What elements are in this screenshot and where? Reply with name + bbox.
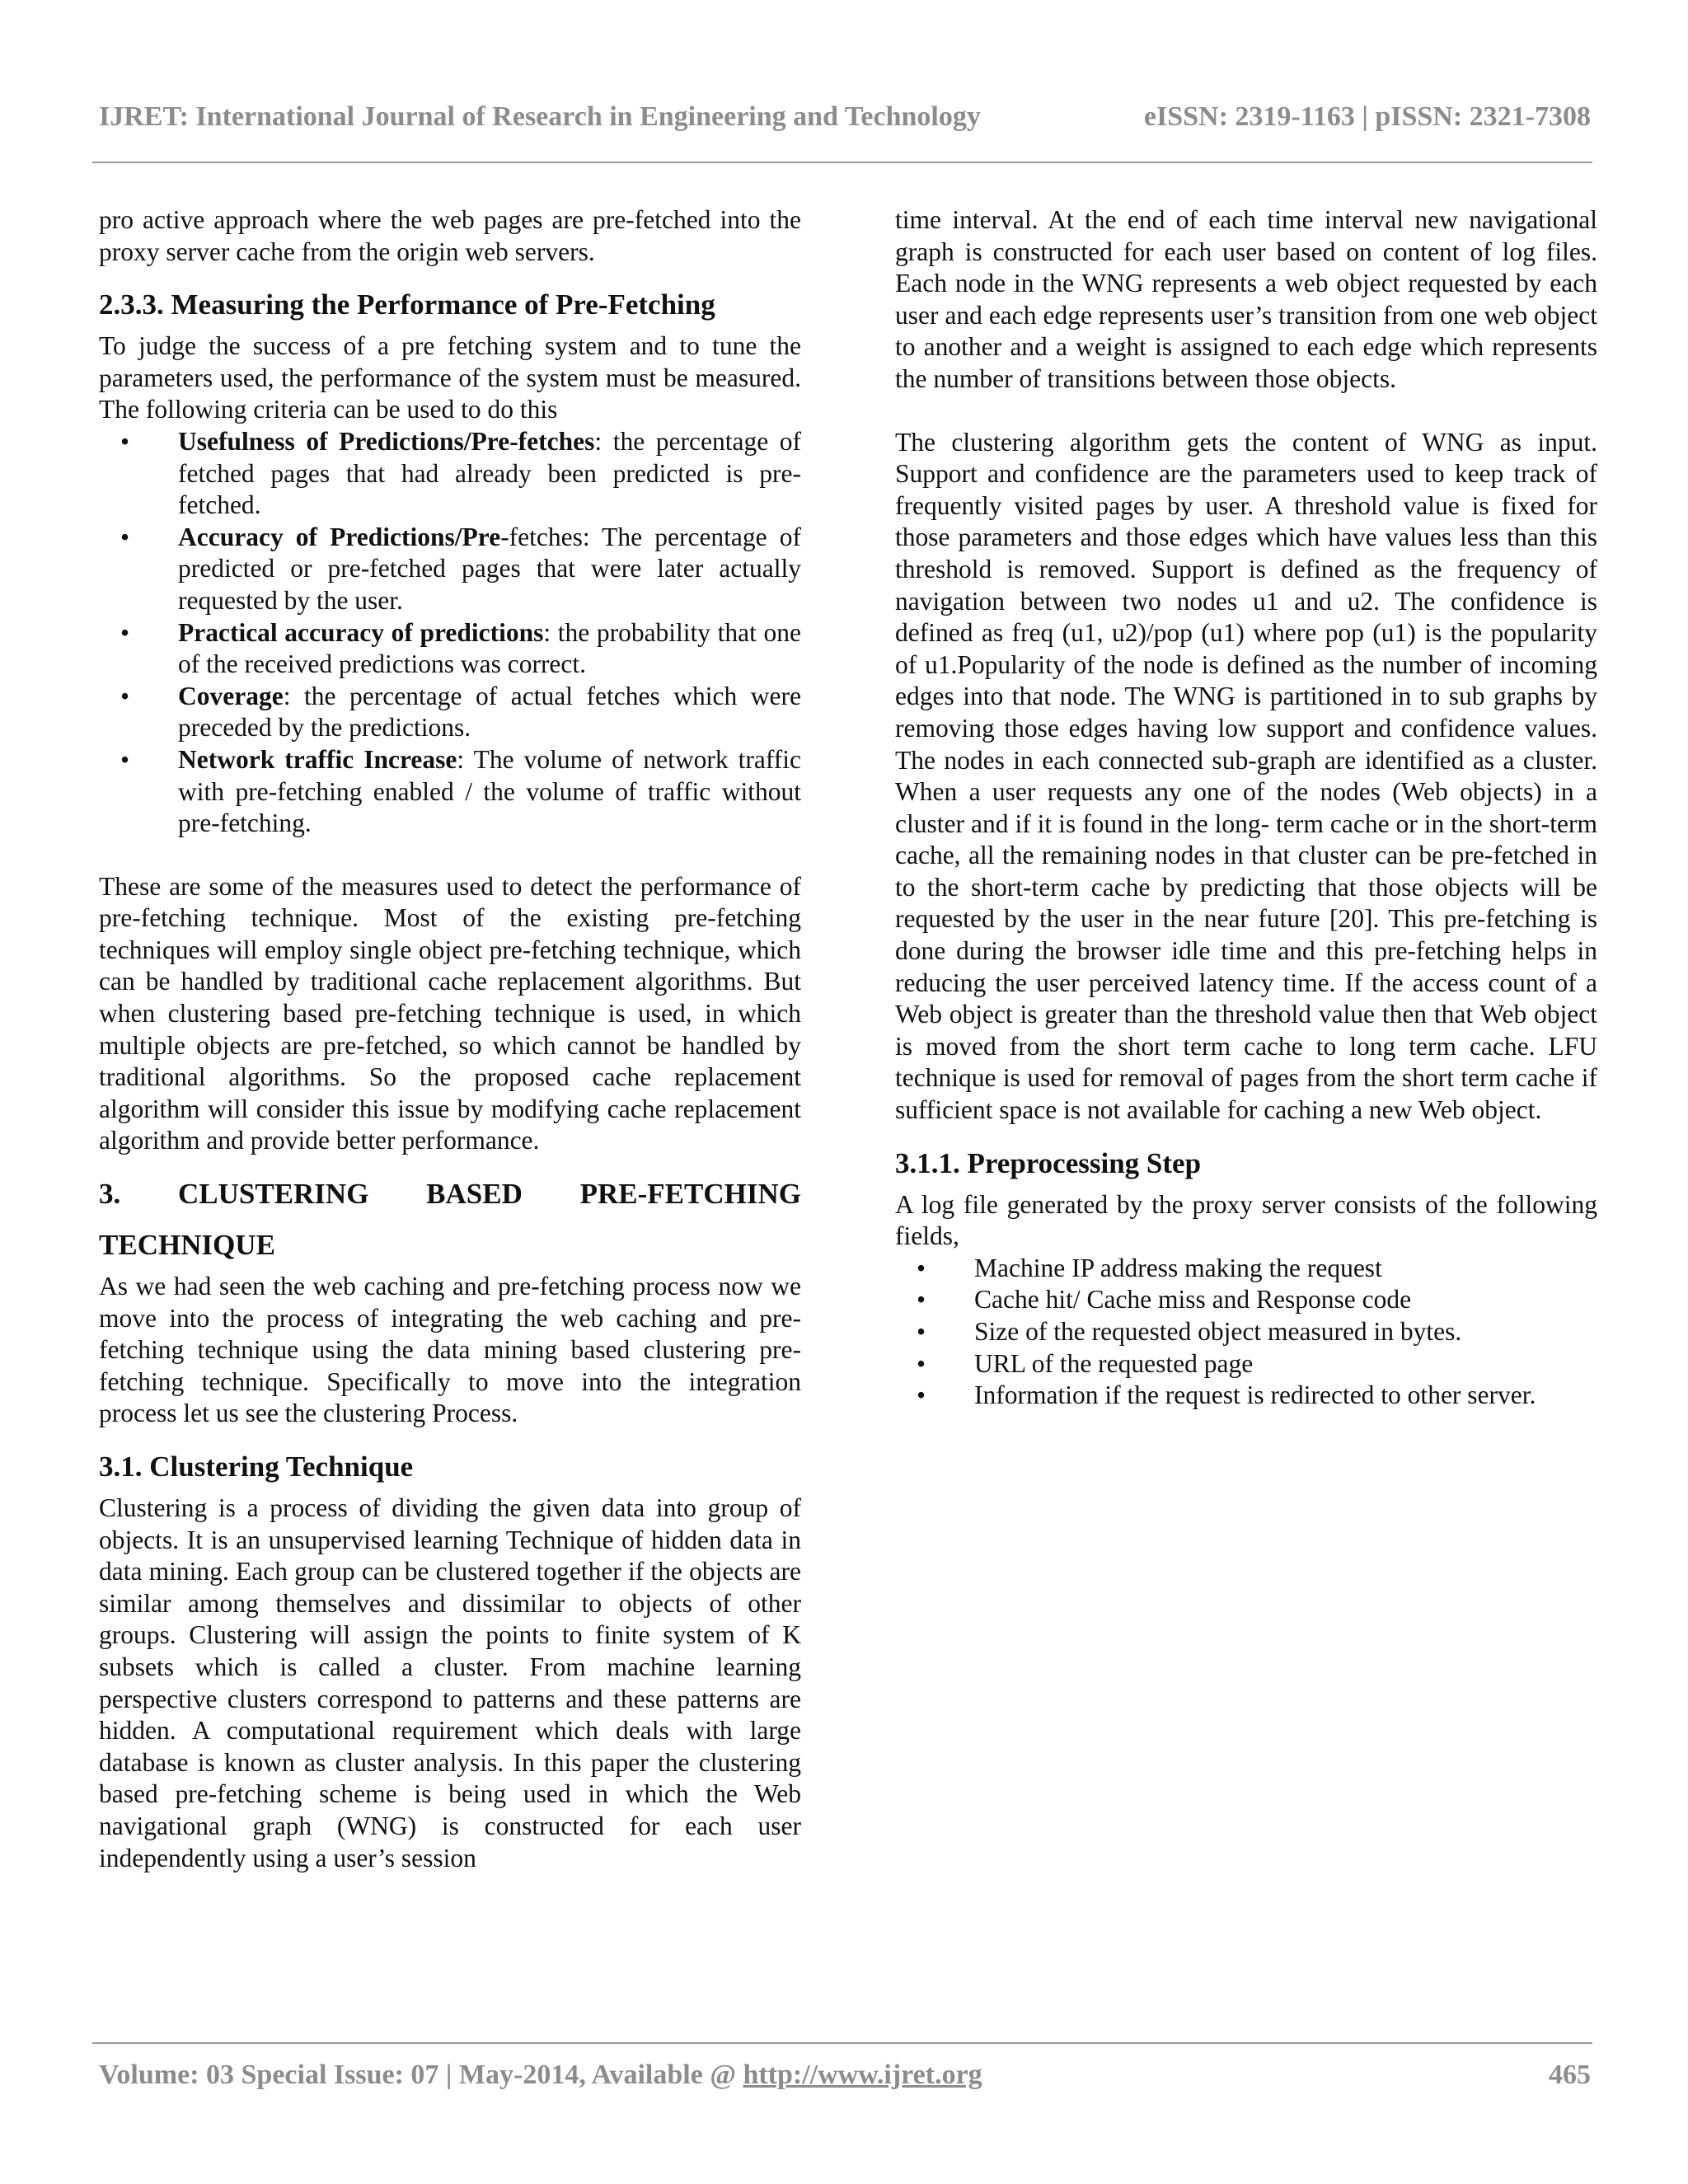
heading-3 <box>99 1169 801 1220</box>
heading-3-line2: TECHNIQUE <box>99 1229 275 1262</box>
fields-list <box>895 1253 1597 1412</box>
criterion-text: : the percentage of fetched pages that had already been predicted is pre-fetched. <box>178 426 801 520</box>
list-item <box>99 744 801 840</box>
paragraph-measures: These are some of the measures used to detect the performance of pre-fetching technique. Most of the existing pre-fetching techniques will employ single object pre-fetching technique, which can be handled by traditional cache replacement algorithms. But when clustering based pre-fetching technique is used, in which multiple objects are pre-fetched, so which cannot be handled by traditional algorithms. So the proposed cache replacement algorithm will consider this issue by modifying cache replacement algorithm and provide better performance. <box>99 871 801 1155</box>
paragraph-log: A log file generated by the proxy server consists of the following fields, <box>895 1189 1597 1251</box>
criterion-text: : The volume of network traffic with pre-fetching enabled / the volume of traffic without pre-fetching. <box>178 744 802 838</box>
bullet-icon: • <box>120 617 130 647</box>
heading-3-1-1: 3.1.1. Preprocessing Step <box>895 1146 1202 1179</box>
bullet-icon: • <box>120 681 130 710</box>
bullet-icon: • <box>917 1380 926 1410</box>
criterion-term: Usefulness of Predictions/Pre-fetches <box>178 426 595 456</box>
heading-2-3-3: 2.3.3. Measuring the Performance of Pre-Fetching <box>99 288 715 321</box>
criteria-list <box>99 426 801 840</box>
right-column <box>895 204 1597 1412</box>
criterion-term: Network traffic Increase <box>178 744 457 774</box>
criterion-term: Coverage <box>178 681 284 710</box>
paragraph-clustering: Clustering is a process of dividing the given data into group of objects. It is an unsupervised learning Technique of hidden data in data mining. Each group can be clustered together if the objects are similar among themselves and dissimilar to objects of other groups. Clustering will assign the points to finite system of K subsets which is called a cluster. From machine learning perspective clusters correspond to patterns and these patterns are hidden. A computational requirement which deals with large database is known as cluster analysis. In this paper the clustering based pre-fetching scheme is being used in which the Web navigational graph (WNG) is constructed for each user independently using a user’s session <box>99 1493 801 1872</box>
list-item <box>99 522 801 617</box>
footer-volume <box>99 2055 982 2095</box>
list-item <box>99 681 801 744</box>
list-item <box>895 1284 1597 1316</box>
heading-3-word: CLUSTERING <box>177 1178 369 1211</box>
bullet-icon: • <box>120 522 130 551</box>
bullet-icon: • <box>120 744 130 774</box>
criterion-term: Accuracy of Predictions/Pre <box>178 522 501 551</box>
heading-3-1: 3.1. Clustering Technique <box>99 1451 414 1483</box>
field-text: Information if the request is redirected to other server. <box>974 1380 1536 1410</box>
paragraph-intro: pro active approach where the web pages are pre-fetched into the proxy server cache from the origin web servers. <box>99 205 801 266</box>
list-item <box>99 617 801 681</box>
criterion-text: : the probability that one of the received predictions was correct. <box>178 617 801 679</box>
bullet-icon: • <box>120 426 130 456</box>
criterion-term: Practical accuracy of predictions <box>178 617 544 647</box>
list-item <box>895 1316 1597 1348</box>
field-text: Cache hit/ Cache miss and Response code <box>974 1285 1412 1315</box>
field-text: URL of the requested page <box>974 1348 1254 1378</box>
list-item <box>895 1380 1597 1412</box>
list-item <box>895 1253 1597 1285</box>
journal-title: IJRET: International Journal of Research in Engineering and Technology <box>99 101 981 132</box>
paragraph-time-interval: time interval. At the end of each time interval new navigational graph is constructed for each user based on content of log files. Each node in the WNG represents a web object requested by each user and each edge represents user’s transition from one web object to another and a weight is assigned to each edge which represents the number of transitions between those objects. <box>895 205 1597 393</box>
bullet-icon: • <box>917 1317 926 1346</box>
list-item <box>895 1348 1597 1380</box>
heading-3-word: BASED <box>426 1178 523 1211</box>
volume-text: Volume: 03 Special Issue: 07 | May-2014, Available @ <box>99 2060 743 2090</box>
heading-3-word: 3. <box>99 1178 121 1211</box>
footer-rule <box>92 2042 1592 2044</box>
header-rule <box>92 162 1592 163</box>
running-header <box>99 97 1591 137</box>
criterion-text: -fetches: The percentage of predicted or pre-fetched pages that were later actually requested by the user. <box>178 522 801 615</box>
left-column <box>99 204 801 1874</box>
bullet-icon: • <box>917 1285 926 1315</box>
paragraph-judge: To judge the success of a pre fetching system and to tune the parameters used, the performance of the system must be measured. The following criteria can be used to do this <box>99 331 801 424</box>
journal-link[interactable]: http://www.ijret.org <box>743 2060 982 2090</box>
bullet-icon: • <box>917 1253 926 1282</box>
criterion-text: : the percentage of actual fetches which were preceded by the predictions. <box>178 681 801 743</box>
heading-3-word: PRE-FETCHING <box>579 1178 801 1211</box>
paragraph-as-we: As we had seen the web caching and pre-fetching process now we move into the process of integrating the web caching and pre-fetching technique using the data mining based clustering pre-fetching technique. Specifically to move into the integration process let us see the clustering Process. <box>99 1272 801 1428</box>
field-text: Machine IP address making the request <box>974 1253 1382 1282</box>
list-item <box>99 426 801 522</box>
field-text: Size of the requested object measured in bytes. <box>974 1317 1462 1346</box>
bullet-icon: • <box>917 1348 926 1378</box>
page-number: 465 <box>1549 2060 1591 2090</box>
running-footer <box>99 2055 1591 2095</box>
issn-numbers: eISSN: 2319-1163 | pISSN: 2321-7308 <box>1143 101 1591 132</box>
paragraph-algorithm: The clustering algorithm gets the content of WNG as input. Support and confidence are the parameters used to keep track of frequently visited pages by user. A threshold value is fixed for those parameters and those edges which have values less than this threshold is removed. Support is defined as the frequency of navigation between two nodes u1 and u2. The confidence is defined as freq (u1, u2)/pop (u1) where pop (u1) is the popularity of u1.Popularity of the node is defined as the number of incoming edges into that node. The WNG is partitioned in to sub graphs by removing those edges having low support and confidence values. The nodes in each connected sub-graph are identified as a cluster. When a user requests any one of the nodes (Web objects) in a cluster and if it is found in the long- term cache or in the short-term cache, all the remaining nodes in that cluster can be pre-fetched in to the short-term cache by predicting that those objects will be requested by the user in the near future [20]. This pre-fetching is done during the browser idle time and this pre-fetching helps in reducing the user perceived latency time. If the access count of a Web object is greater than the threshold value then that Web object is moved from the short term cache to long term cache. LFU technique is used for removal of pages from the short term cache if sufficient space is not available for caching a new Web object. <box>895 427 1597 1125</box>
